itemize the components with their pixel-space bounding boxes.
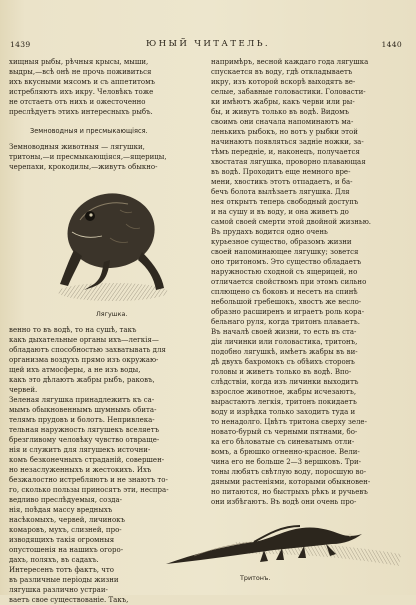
text-line: венно то въ водѣ, то на сушѣ, такъ [9, 326, 137, 334]
text-line: Зеленая лягушка принадлежитъ къ са- [9, 396, 155, 404]
text-line: мени, хвостикъ этотъ отпадаетъ, и ба- [211, 178, 353, 186]
text-line: ки имѣютъ жабры, какъ черви или ры- [211, 98, 355, 106]
text-line: го, сколько пользы приносятъ эти, неспра- [9, 486, 169, 494]
text-line: выдры,—всѣ онѣ не прочь поживиться [9, 68, 152, 76]
left-column-bottom-narrow [9, 495, 159, 605]
text-line: дѣ двухъ бахромокъ съ обѣихъ сторонъ [211, 358, 355, 366]
text-line: подобно лягушкѣ, имѣетъ жабры въ ви- [211, 348, 358, 356]
text-line: нея открытъ теперь свободный доступъ [211, 198, 359, 206]
frog-caption: Лягушка. [96, 310, 128, 318]
text-line: лягушка различно устраи- [9, 586, 108, 594]
page-number-right: 1440 [381, 40, 402, 49]
text-line: наружностью сходной съ ящерицей, но [211, 268, 358, 276]
text-line: какъ дыхательные органы ихъ—легкія— [9, 336, 159, 344]
text-line: нія и служитъ для лягушекъ источни- [9, 446, 151, 454]
text-line: въ различные періоды жизни [9, 576, 119, 584]
text-line: небольшой гребешокъ, хвостъ же весло- [211, 298, 362, 306]
text-line: курьезное существо, образомъ жизни [211, 238, 352, 246]
text-line: Земноводныя животныя — лягушки, [9, 143, 145, 151]
text-line: изводящихъ такія огромныя [9, 536, 115, 544]
text-line: нія, поѣдая массу вредныхъ [9, 506, 113, 514]
text-line: истребляютъ ихъ икру. Человѣкъ тоже [9, 88, 154, 96]
text-line: и на сушу и въ воду, и она живетъ до [211, 208, 349, 216]
text-line: то ненадолго. Цвѣтъ тритона сверху зеле- [211, 418, 367, 426]
text-line: новато-бурый съ черными пятнами, бо- [211, 428, 358, 436]
text-line: бечъ болота вылѣзаетъ лягушка. Для [211, 188, 350, 196]
page-number-left: 1439 [10, 40, 31, 49]
text-line: бы, и живутъ только въ водѣ. Видомъ [211, 108, 349, 116]
text-line: ихъ вкусными мясомъ и съ аппетитомъ [9, 78, 155, 86]
frog-illustration [50, 180, 176, 308]
left-column-mid [9, 142, 197, 172]
text-line: Интересенъ тотъ фактъ, что [9, 566, 114, 574]
text-line: напримѣръ, весной каждаго года лягушка [211, 58, 369, 66]
text-line: ленькихъ рыбокъ, но вотъ у рыбки этой [211, 128, 358, 136]
text-line: взрослое животное, жабры исчезаютъ, [211, 388, 357, 396]
text-line: преслѣдуетъ этихъ интересныхъ рыбъ. [9, 108, 153, 116]
text-line: хвостатая лягушка, проворно плавающая [211, 158, 366, 166]
text-line: тельная наружность лягушекъ вселяетъ [9, 426, 160, 434]
right-column [211, 57, 407, 507]
text-line: ваетъ свое существованіе. Такъ, [9, 596, 129, 604]
text-line: дахъ, поляхъ, въ садахъ. [9, 556, 99, 564]
text-line: начинаютъ появляться задніе ножки, за- [211, 138, 364, 146]
text-line: отличается свойствомъ при этомъ сильно [211, 278, 367, 286]
text-line: вырастаютъ легкія, тритонъ покидаетъ [211, 398, 357, 406]
running-header [0, 40, 416, 52]
text-line: они избѣгаютъ. Въ водѣ они очень про- [211, 498, 357, 506]
text-line: но незаслуженныхъ и жестокихъ. Ихъ [9, 466, 152, 474]
text-line: мымъ обыкновеннымъ шумнымъ обита- [9, 406, 157, 414]
text-line: Въ началѣ своей жизни, то есть въ ста- [211, 328, 357, 336]
text-line: черепахи, крокодилы,—живутъ обыкно- [9, 163, 158, 171]
left-column-bottom [9, 325, 197, 495]
text-line: спускается въ воду, гдѣ откладываетъ [211, 68, 353, 76]
text-line: комаровъ, мухъ, слизней, про- [9, 526, 122, 534]
text-line: своимъ они сначала напоминаютъ ма- [211, 118, 354, 126]
text-line: обладаютъ способностью захватывать для [9, 346, 166, 354]
text-line: безжалостно истребляютъ и не знаютъ то- [9, 476, 168, 484]
text-line: не отстаетъ отъ нихъ и ожесточенно [9, 98, 146, 106]
text-line: какъ это дѣлаютъ жабры рыбъ, раковъ, [9, 376, 155, 384]
text-line: самой своей смерти этой двойной жизнью. [211, 218, 372, 226]
text-line: насѣкомыхъ, червей, личинокъ [9, 516, 126, 524]
text-line: селые, забавные головастики. Головасти- [211, 88, 366, 96]
text-line: образно расширенъ и играетъ роль кора- [211, 308, 365, 316]
newt-caption: Тритонъ. [240, 574, 271, 582]
section-heading [30, 126, 195, 136]
newt-illustration [164, 508, 408, 572]
text-line: бельнаго руля, когда тритонъ плаваетъ. [211, 318, 360, 326]
text-line: въ водѣ. Проходитъ еще немного вре- [211, 168, 351, 176]
text-line: но питаются, но быстрыхъ рѣкъ и ручьевъ [211, 488, 368, 496]
text-line: чина его не больше 2—3 вершковъ. Три- [211, 458, 362, 466]
text-line: щей ихъ атмосферы, а не изъ воды, [9, 366, 141, 374]
text-line: своей напоминающее лягушку; зовется [211, 248, 359, 256]
text-line: тоны любятъ свѣтлую воду, поросшую во- [211, 468, 367, 476]
text-line: діи личинки или головастика, тритонъ, [211, 338, 358, 346]
text-line: ведливо преслѣдуемыя, созда- [9, 496, 123, 504]
text-line: оно тритономъ. Это существо обладаетъ [211, 258, 362, 266]
text-line: тритоны,—и пресмыкающіяся,—ящерицы, [9, 153, 167, 161]
section-title: Земноводныя и пресмыкающіяся. [30, 127, 148, 135]
text-line: тѣмъ передніе, и, наконецъ, получается [211, 148, 360, 156]
journal-title: ЮНЫЙ ЧИТАТЕЛЬ. [145, 39, 271, 49]
text-line: сплющено съ боковъ и несетъ на спинѣ [211, 288, 358, 296]
text-line: хищныя рыбы, рѣчныя крысы, мыши, [9, 58, 149, 66]
text-line: Въ прудахъ водится одно очень [211, 228, 328, 236]
text-line: телямъ прудовъ и болотъ. Непривлека- [9, 416, 155, 424]
text-line: воду и изрѣдка только заходитъ туда и [211, 408, 356, 416]
text-line: червей. [9, 386, 38, 394]
text-line: комъ безконечныхъ страданій, совершен- [9, 456, 165, 464]
text-line: слѣдствіи, когда изъ личинки выходитъ [211, 378, 359, 386]
text-line: брезгливому человѣку чувство отвраще- [9, 436, 160, 444]
text-line: икру, изъ которой вскорѣ выходятъ ве- [211, 78, 356, 86]
text-line: опустошенія на нашихъ огоро- [9, 546, 124, 554]
left-column-top [9, 57, 197, 117]
text-line: ка его бѣловатые съ синеватымъ отли- [211, 438, 355, 446]
text-line: вомъ, а брюшко огненно-красное. Вели- [211, 448, 360, 456]
text-line: организма воздухъ прямо изъ окружаю- [9, 356, 159, 364]
text-line: дяными растеніями, которыми обыкновен- [211, 478, 371, 486]
text-line: головы и живетъ только въ водѣ. Впо- [211, 368, 352, 376]
